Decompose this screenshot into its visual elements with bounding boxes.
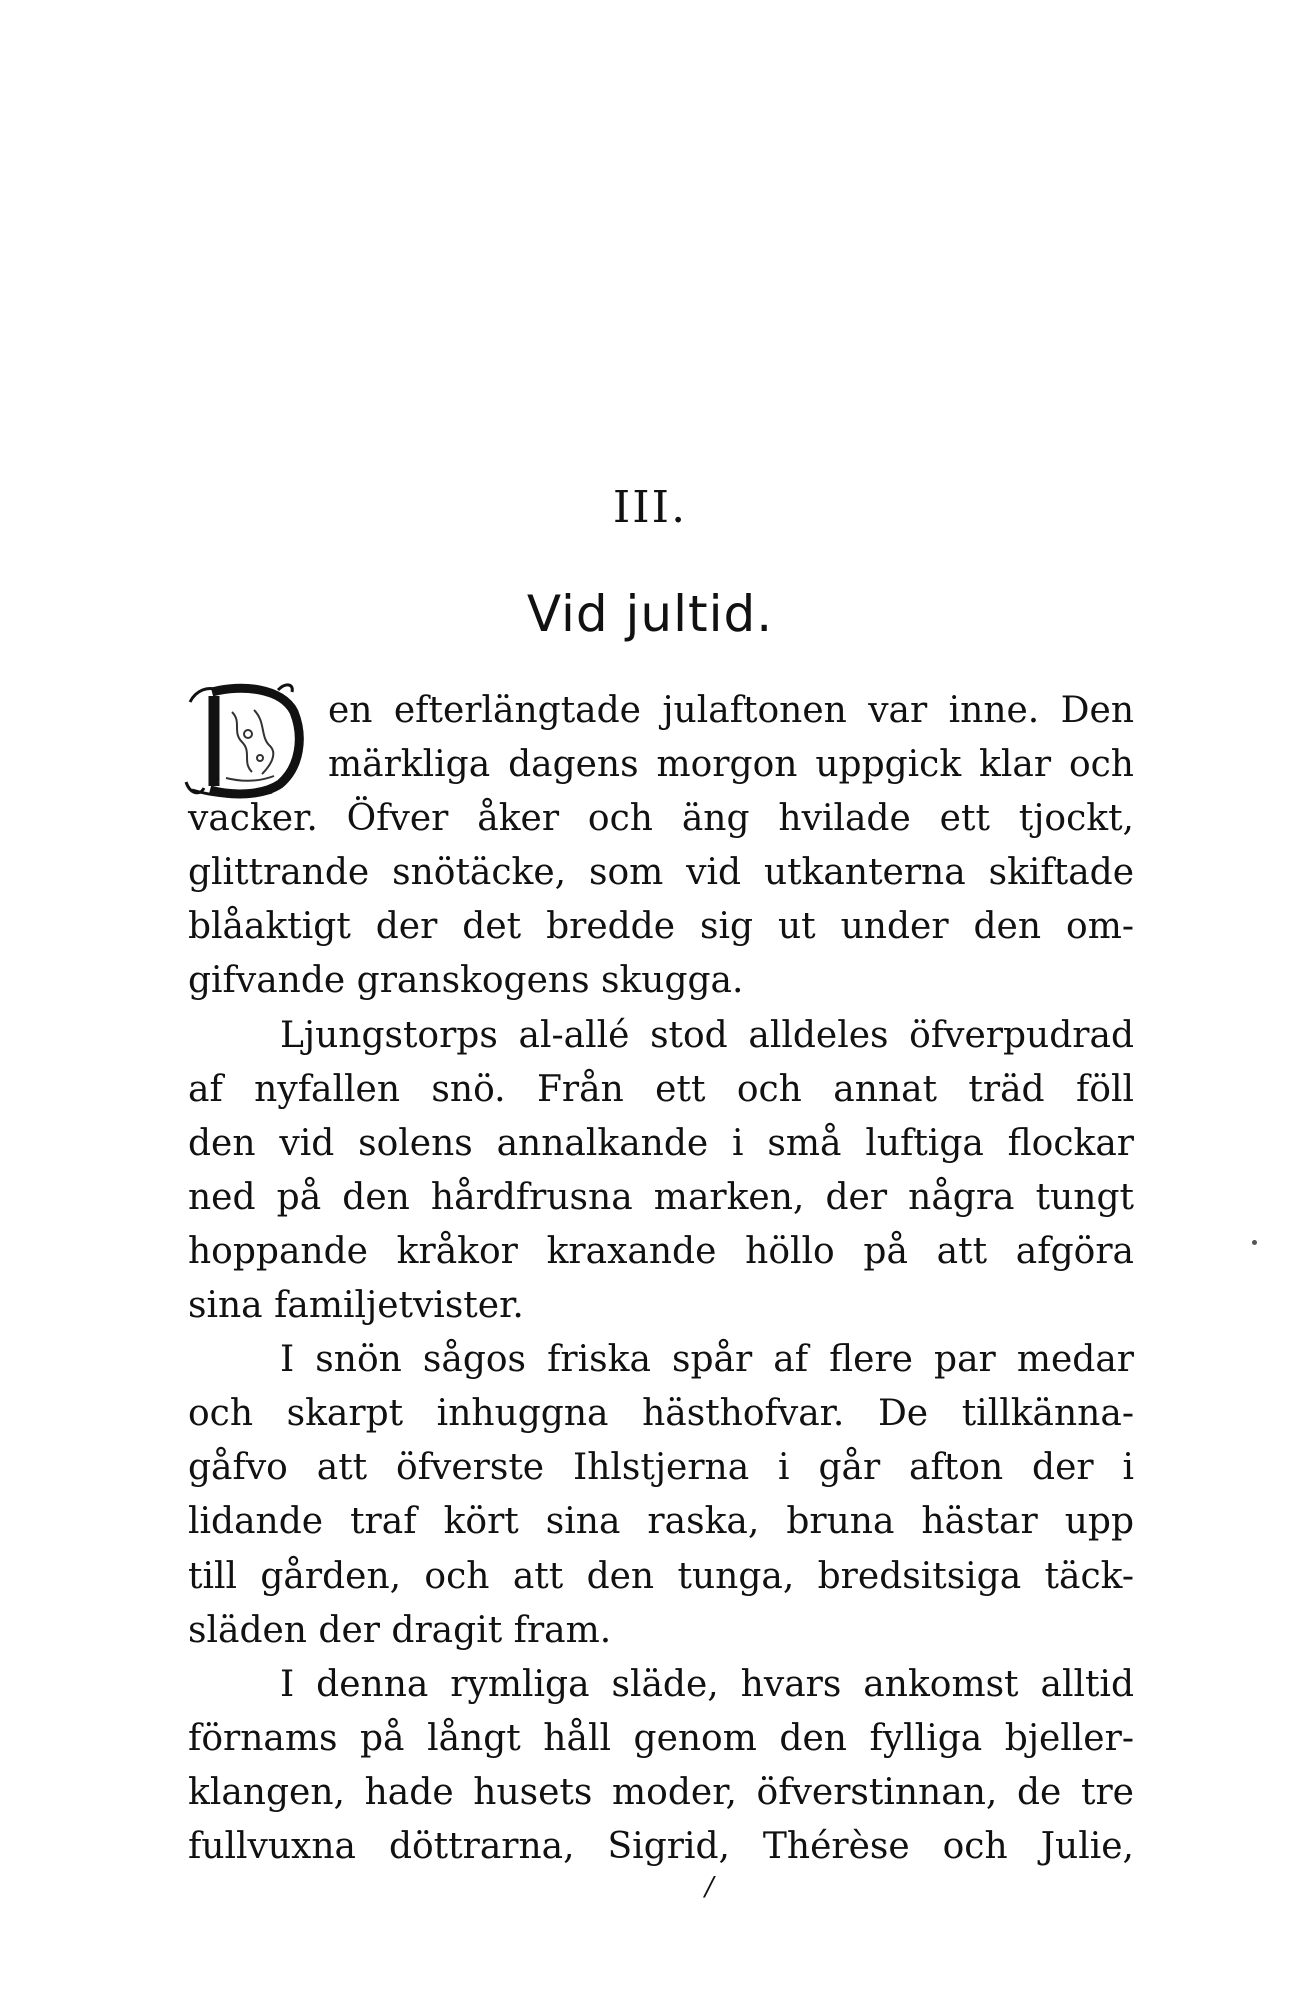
text-line: vacker. Öfver åker och äng hvilade ett tjockt, [188,798,1134,840]
text-line: af nyfallen snö. Från ett och annat träd föll [188,1068,1134,1110]
chapter-number: III. [612,482,688,533]
text-line: ned på den hårdfrusna marken, der några tungt [188,1176,1134,1218]
text-line: hoppande kråkor kraxande höllo på att afgöra [188,1230,1134,1272]
text-line: lidande traf kört sina raska, bruna hästar upp [188,1501,1134,1543]
text-line: gåfvo att öfverste Ihlstjerna i går afton der i [188,1447,1134,1489]
text-line: till gården, och att den tunga, bredsitsiga täck- [188,1555,1134,1597]
text-line: klangen, hade husets moder, öfverstinnan, de tre [188,1771,1134,1813]
text-line: sina familjetvister. [188,1285,524,1327]
text-line: Ljungstorps al-allé stod alldeles öfverpudrad [280,1014,1134,1056]
text-line: I denna rymliga släde, hvars ankomst alltid [280,1663,1134,1705]
text-line: märkliga dagens morgon uppgick klar och [328,744,1134,786]
ornate-dropcap-d [182,682,310,800]
text-line: glittrande snötäcke, som vid utkanterna skiftade [188,852,1134,894]
text-line: släden der dragit fram. [188,1609,612,1651]
page-mark: / [705,1872,714,1902]
dropcap-letter: D [218,782,219,783]
text-line: fullvuxna döttrarna, Sigrid, Thérèse och Julie, [188,1825,1134,1867]
text-line: förnams på långt håll genom den fylliga bjeller- [188,1717,1134,1759]
text-line: den vid solens annalkande i små luftiga flockar [188,1122,1134,1164]
text-line: gifvande granskogens skugga. [188,960,744,1002]
text-line: och skarpt inhuggna hästhofvar. De tillkänna- [188,1393,1134,1435]
text-line: I snön sågos friska spår af flere par medar [280,1339,1134,1381]
text-line: en efterlängtade julaftonen var inne. Den [328,690,1134,731]
body-text [188,684,1134,1874]
chapter-title: Vid jultid. [526,585,774,643]
print-speck [1252,1240,1257,1245]
text-line: blåaktigt der det bredde sig ut under den om- [188,906,1134,948]
